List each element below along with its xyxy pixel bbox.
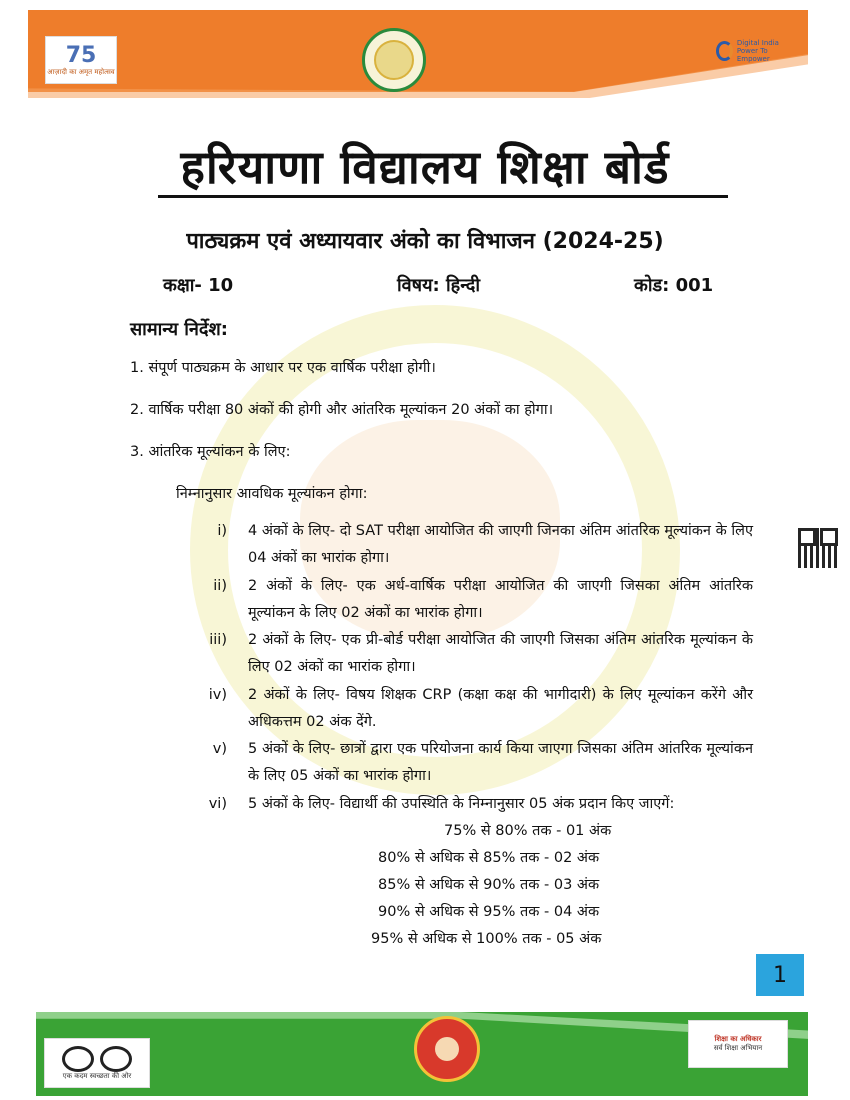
list-item-text: 2 अंकों के लिए- एक अर्ध-वार्षिक परीक्षा आयोजित की जाएगी जिसका अंतिम आंतरिक मूल्यांकन के लिए 02 अंकों का भारांक होगा। <box>248 578 753 621</box>
subject-label: विषय: हिन्दी <box>397 275 480 296</box>
periodic-assessment-intro: निम्नानुसार आवधिक मूल्यांकन होगा: <box>176 486 368 502</box>
attendance-grade-row: 85% से अधिक से 90% तक - 03 अंक <box>378 877 600 893</box>
page-subtitle: पाठ्यक्रम एवं अध्यायवार अंको का विभाजन (2024-25) <box>186 229 664 254</box>
title-underline <box>158 195 728 198</box>
list-item-number: iii) <box>209 632 227 648</box>
azadi-75-icon: 75 <box>65 43 97 68</box>
haryana-board-logo <box>362 28 426 92</box>
instruction-point: 2. वार्षिक परीक्षा 80 अंकों की होगी और आंतरिक मूल्यांकन 20 अंकों का होगा। <box>130 402 554 418</box>
list-item-text: 2 अंकों के लिए- विषय शिक्षक CRP (कक्षा कक्ष की भागीदारी) के लिए मूल्यांकन करेंगे और अधिकत्तम 02 अंक देंगे. <box>248 687 753 730</box>
list-item-number: i) <box>217 523 227 539</box>
azadi-ka-amrit-mahotsav-logo <box>45 36 117 84</box>
digital-india-icon <box>716 41 733 61</box>
attendance-grade-row: 95% से अधिक से 100% तक - 05 अंक <box>371 931 602 947</box>
instruction-point: 1. संपूर्ण पाठ्यक्रम के आधार पर एक वार्षिक परीक्षा होगी। <box>130 360 436 376</box>
class-label: कक्षा- 10 <box>163 275 234 296</box>
attendance-grade-row: 75% से 80% तक - 01 अंक <box>444 823 612 839</box>
code-label: कोड: 001 <box>634 275 714 296</box>
page-title: हरियाणा विद्यालय शिक्षा बोर्ड <box>180 140 670 194</box>
qr-code-icon[interactable] <box>798 528 838 568</box>
attendance-grade-row: 90% से अधिक से 95% तक - 04 अंक <box>378 904 600 920</box>
general-instructions-heading: सामान्य निर्देश: <box>130 319 228 340</box>
swachh-bharat-logo <box>44 1038 150 1088</box>
gandhi-glasses-icon <box>62 1046 132 1072</box>
beti-bachao-logo <box>414 1016 480 1082</box>
attendance-grade-row: 80% से अधिक से 85% तक - 02 अंक <box>378 850 600 866</box>
girl-face-icon <box>435 1037 459 1061</box>
list-item-text: 5 अंकों के लिए- विद्यार्थी की उपस्थिति के निम्नानुसार 05 अंक प्रदान किए जाएगें: <box>248 796 675 812</box>
list-item-text: 5 अंकों के लिए- छात्रों द्वारा एक परियोजना कार्य किया जाएगा जिसका अंतिम आंतरिक मूल्यांकन के लिए 05 अंकों का भारांक होगा। <box>248 741 753 784</box>
digital-india-tagline: Power To Empower <box>736 47 770 63</box>
list-item-number: ii) <box>213 578 227 594</box>
page-number-badge: 1 <box>756 954 804 996</box>
board-emblem-icon <box>374 40 414 80</box>
list-item-text: 2 अंकों के लिए- एक प्री-बोर्ड परीक्षा आयोजित की जाएगी जिसका अंतिम आंतरिक मूल्यांकन के लिए 02 अंकों का भारांक होगा। <box>248 632 753 675</box>
digital-india-logo <box>716 36 788 66</box>
azadi-logo-text: आज़ादी का अमृत महोत्सव <box>47 68 115 76</box>
right-logo-subtitle: सर्व शिक्षा अभियान <box>713 1044 763 1052</box>
sarva-shiksha-abhiyan-logo <box>688 1020 788 1068</box>
right-logo-title: शिक्षा का अधिकार <box>714 1035 762 1043</box>
list-item-text: 4 अंकों के लिए- दो SAT परीक्षा आयोजित की जाएगी जिनका अंतिम आंतरिक मूल्यांकन के लिए 04 अंकों का भारांक होगा। <box>248 523 753 566</box>
list-item-number: vi) <box>208 796 227 812</box>
instruction-point: 3. आंतरिक मूल्यांकन के लिए: <box>130 444 291 460</box>
list-item-number: iv) <box>208 687 227 703</box>
list-item-number: v) <box>212 741 227 757</box>
digital-india-name: Digital India <box>736 39 779 47</box>
swachh-bharat-caption: एक कदम स्वच्छता की ओर <box>62 1071 132 1080</box>
